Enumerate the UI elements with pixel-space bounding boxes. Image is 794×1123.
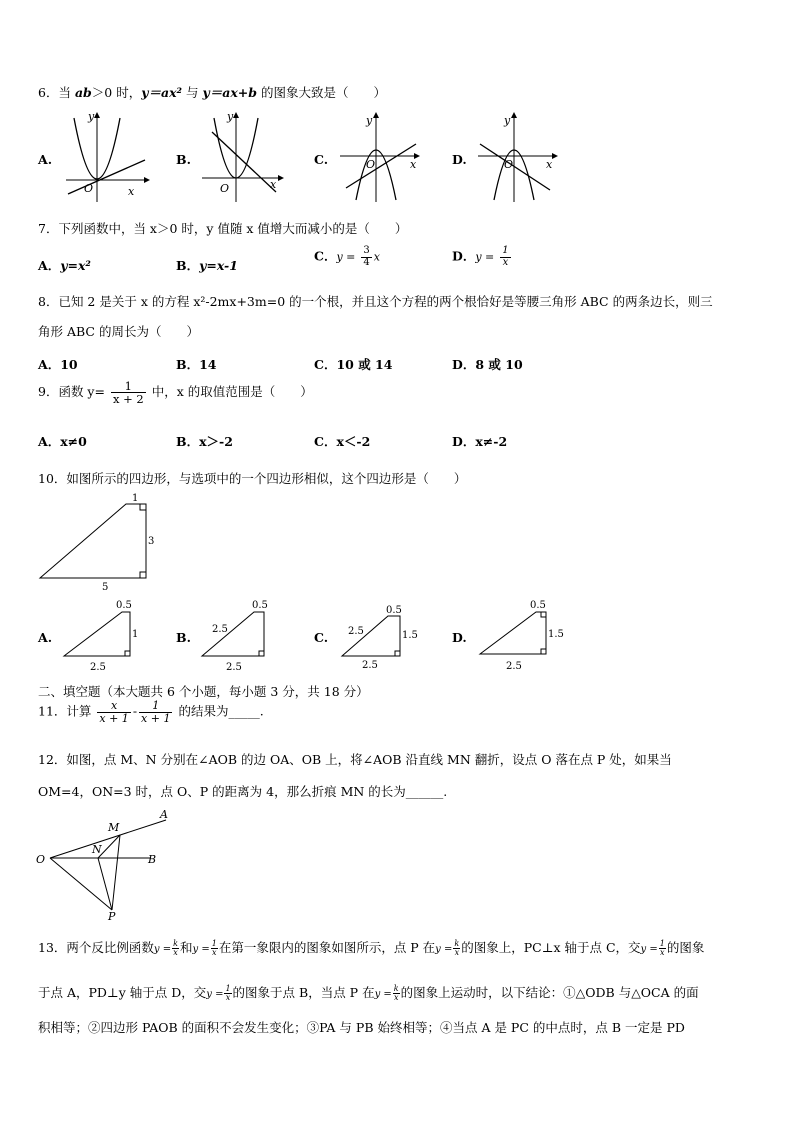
- q13-line1: 13．两个反比例函数y = $\frac{k}{x}$ 和y = $\frac{1}{x}$ 在第一象限内的图象如图所示，点 P 在y = $\frac{k}{x}$ 的图象上，PC⊥x 轴于点 C，交y = $\frac{1}{x}$ 的图象: [38, 939, 705, 957]
- q11-fraction-2: $\frac{1}{x + 1}$: [141, 699, 171, 725]
- svg-text:1: 1: [132, 629, 139, 640]
- q9-option-d[interactable]: D．x≠-2: [452, 434, 508, 449]
- q9-option-a[interactable]: A．x≠0: [38, 434, 87, 449]
- q8-option-b[interactable]: B．14: [176, 357, 217, 372]
- svg-text:x: x: [410, 158, 417, 171]
- q10-option-d-figure: [474, 596, 574, 676]
- q12-stem-line1: 12．如图，点 M、N 分别在∠AOB 的边 OA、OB 上，将∠AOB 沿直线 MN 翻折，设点 O 落在点 P 处，如果当: [38, 752, 672, 767]
- svg-text:1: 1: [132, 493, 139, 504]
- svg-text:N: N: [92, 843, 102, 856]
- q13-frac-k-3: $\frac{k}{x}$: [393, 984, 399, 1002]
- q7-d-fraction: $\frac{1}{x}$: [502, 245, 509, 268]
- svg-text:O: O: [366, 158, 376, 171]
- q10-option-a-label[interactable]: A.: [38, 630, 53, 645]
- q10-option-b-label[interactable]: B.: [176, 630, 191, 645]
- svg-text:0.5: 0.5: [116, 600, 132, 611]
- q10-option-a-figure: [58, 596, 148, 676]
- q7-option-b[interactable]: B．y=x-1: [176, 258, 238, 273]
- q8-option-d[interactable]: D．8 或 10: [452, 357, 523, 372]
- svg-text:1.5: 1.5: [548, 629, 564, 640]
- svg-text:x: x: [546, 158, 553, 171]
- svg-text:y: y: [366, 114, 373, 127]
- svg-text:5: 5: [102, 582, 109, 593]
- svg-text:y: y: [227, 110, 234, 123]
- q9-fraction: $\frac{1}{x + 2}$: [112, 379, 144, 407]
- q9-option-b[interactable]: B．x＞-2: [176, 434, 233, 449]
- q13-frac-1-1: $\frac{1}{x}$: [211, 939, 217, 957]
- q13-line3: 积相等；②四边形 PAOB 的面积不会发生变化；③PA 与 PB 始终相等；④当点 A 是 PC 的中点时，点 B 一定是 PD: [38, 1020, 685, 1035]
- q6-graph-d: [474, 110, 564, 205]
- q7-option-a[interactable]: A．y=x²: [38, 258, 91, 273]
- svg-text:0.5: 0.5: [386, 605, 402, 616]
- q11-stem: 11．计算 $\frac{x}{x + 1}$ - $\frac{1}{x + 1}$ 的结果为_____.: [38, 699, 264, 725]
- q10-main-trapezoid: [36, 490, 166, 595]
- svg-text:O: O: [220, 182, 230, 195]
- q6-graph-c: [336, 110, 426, 205]
- q13-frac-1-2: $\frac{1}{x}$: [659, 939, 665, 957]
- svg-text:O: O: [84, 182, 94, 195]
- svg-text:P: P: [108, 910, 116, 923]
- q10-option-d-label[interactable]: D.: [452, 630, 467, 645]
- q13-line2: 于点 A，PD⊥y 轴于点 D，交y = $\frac{1}{x}$ 的图象于点 B，当点 P 在y = $\frac{k}{x}$ 的图象上运动时，以下结论：①△ODB 与△OCA 的面: [38, 984, 699, 1002]
- q8-option-c[interactable]: C．10 或 14: [314, 357, 393, 372]
- q8-option-a[interactable]: A．10: [38, 357, 78, 372]
- section-2-title: 二、填空题（本大题共 6 个小题，每小题 3 分，共 18 分）: [38, 684, 369, 699]
- q13-frac-1-3: $\frac{1}{x}$: [225, 984, 231, 1002]
- svg-text:0.5: 0.5: [530, 600, 546, 611]
- q6-option-b-label[interactable]: B.: [176, 152, 191, 167]
- q6-option-c-label[interactable]: C.: [314, 152, 329, 167]
- svg-text:3: 3: [148, 536, 155, 547]
- q11-fraction-1: $\frac{x}{x + 1}$: [99, 699, 129, 725]
- svg-text:y: y: [88, 110, 95, 123]
- q10-option-c-figure: [336, 598, 426, 676]
- q12-stem-line2: OM=4，ON=3 时，点 O、P 的距离为 4，那么折痕 MN 的长为______.: [38, 784, 448, 799]
- q8-stem-line1: 8．已知 2 是关于 x 的方程 x²-2mx+3m=0 的一个根，并且这个方程的两个根恰好是等腰三角形 ABC 的两条边长，则三: [38, 294, 713, 309]
- q13-frac-k-1: $\frac{k}{x}$: [173, 939, 178, 957]
- svg-text:x: x: [128, 185, 135, 198]
- svg-text:2.5: 2.5: [212, 624, 228, 635]
- q8-stem-line2: 角形 ABC 的周长为（ ）: [38, 324, 199, 339]
- q6-option-d-label[interactable]: D.: [452, 152, 467, 167]
- svg-text:2.5: 2.5: [362, 660, 378, 671]
- svg-text:2.5: 2.5: [90, 662, 106, 673]
- q9-stem: 9．函数 y= $\frac{1}{x + 2}$ 中，x 的取值范围是（ ）: [38, 379, 313, 407]
- q12-fold-figure: [32, 806, 182, 924]
- q6-option-a-label[interactable]: A.: [38, 152, 53, 167]
- svg-text:O: O: [36, 853, 46, 866]
- q7-stem: 7．下列函数中，当 x＞0 时，y 值随 x 值增大而减小的是（ ）: [38, 221, 408, 236]
- q7-c-fraction: $\frac{3}{4}$: [363, 245, 370, 268]
- q6-stem: 6．当 ab＞0 时，y＝ax² 与 y＝ax+b 的图象大致是（ ）: [38, 85, 386, 100]
- svg-text:2.5: 2.5: [348, 626, 364, 637]
- svg-text:2.5: 2.5: [226, 662, 242, 673]
- q7-option-d[interactable]: D．y = $\frac{1}{x}$: [452, 245, 509, 268]
- q10-stem: 10．如图所示的四边形，与选项中的一个四边形相似，这个四边形是（ ）: [38, 471, 467, 486]
- svg-text:2.5: 2.5: [506, 661, 522, 672]
- q10-option-b-figure: [196, 596, 286, 676]
- q9-option-c[interactable]: C．x＜-2: [314, 434, 371, 449]
- svg-text:x: x: [270, 178, 277, 191]
- svg-text:y: y: [504, 114, 511, 127]
- q7-option-c[interactable]: C．y = $\frac{3}{4}$ x: [314, 245, 380, 268]
- q6-graph-b: [198, 110, 288, 205]
- q13-frac-k-2: $\frac{k}{x}$: [454, 939, 460, 957]
- svg-text:0.5: 0.5: [252, 600, 268, 611]
- svg-text:M: M: [108, 821, 120, 834]
- q6-graph-a: [60, 110, 150, 205]
- svg-text:O: O: [504, 158, 514, 171]
- svg-text:1.5: 1.5: [402, 630, 418, 641]
- svg-text:A: A: [160, 808, 168, 821]
- svg-text:B: B: [148, 853, 157, 866]
- q10-option-c-label[interactable]: C.: [314, 630, 329, 645]
